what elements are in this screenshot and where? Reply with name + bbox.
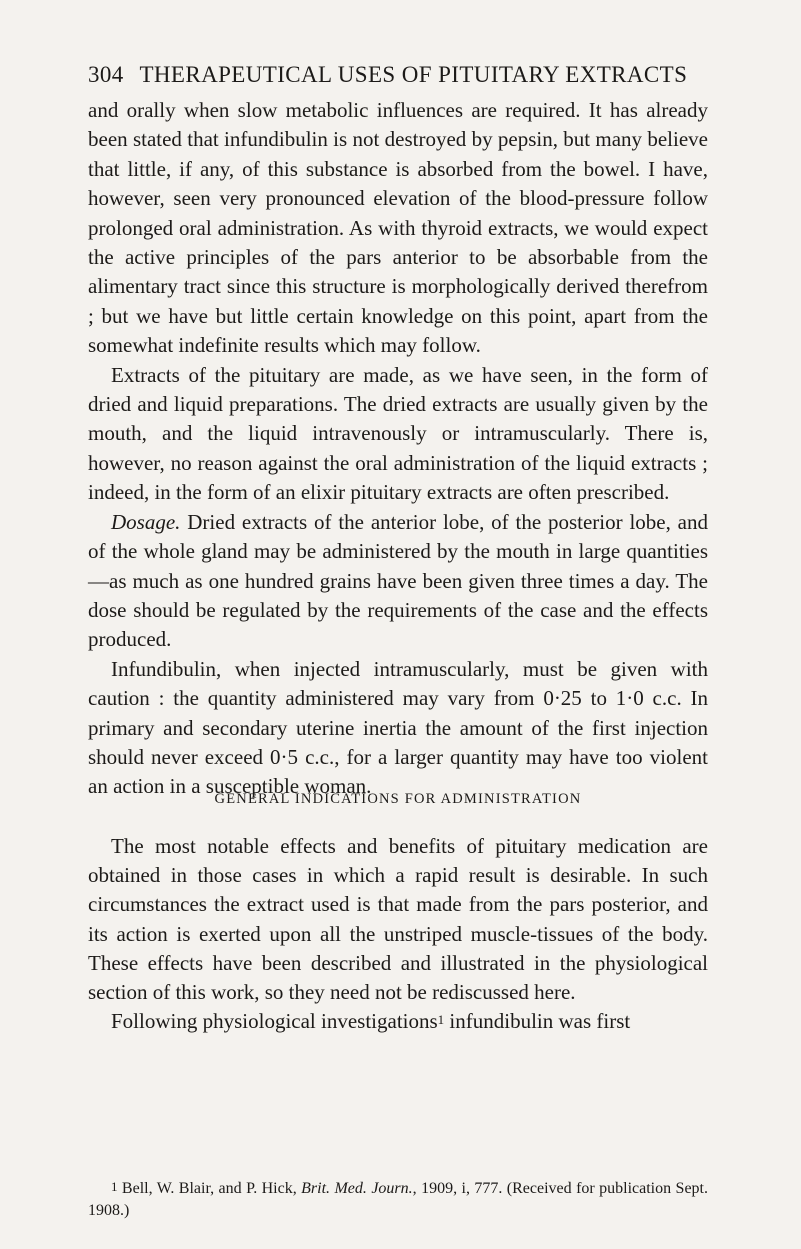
running-header (88, 62, 708, 88)
paragraph: and orally when slow metabolic influences are required. It has already been stated that infundibulin is not destroyed by pepsin, but many believe that little, if any, of this substance is absorbed from the bowel. I have, however, seen very pronounced elevation of the blood-pressure follow prolonged oral administration. As with thyroid extracts, we would expect the active principles of the pars anterior to be absorbable from the alimentary tract since this structure is morphologically derived therefrom ; but we have but little certain knowledge on this point, apart from the somewhat indefinite results which may follow. (88, 98, 708, 358)
footnote-text: Bell, W. Blair, and P. Hick, (117, 1180, 302, 1197)
footnote-text: , 1909, i, 777. (Received for publication Sept. 1908.) (88, 1180, 708, 1219)
paragraph: The most notable effects and benefits of pituitary medication are obtained in those cases in which a rapid result is desirable. In such circumstances the extract used is that made from the pars posterior, and its action is exerted upon all the unstriped muscle-tissues of the body. These effects have been described and illustrated in the physiological section of this work, so they need not be rediscussed here. (88, 834, 708, 1005)
running-title: THERAPEUTICAL USES OF PITUITARY EXTRACTS (139, 62, 688, 87)
footnote-ref: 1 (437, 1012, 445, 1028)
main-text (88, 96, 708, 802)
footnote-marker: 1 (111, 1179, 118, 1194)
section-text (88, 832, 708, 1036)
paragraph-text: infundibulin was first (444, 1009, 631, 1034)
paragraph: Extracts of the pituitary are made, as we have seen, in the form of dried and liquid preparations. The dried extracts are usually given by the mouth, and the liquid intravenously or intramuscularly. There is, however, no reason against the oral administration of the liquid extracts ; indeed, in the form of an elixir pituitary extracts are often prescribed. (88, 362, 708, 505)
section-heading: GENERAL INDICATIONS FOR ADMINISTRATION (214, 791, 582, 807)
dosage-lead: Dosage. (111, 509, 181, 534)
footnote-journal: Brit. Med. Journ. (301, 1180, 413, 1197)
paragraph-text: Following physiological investigations (111, 1009, 438, 1034)
paragraph (88, 508, 708, 655)
page-number: 304 (88, 62, 124, 87)
footnote (88, 1178, 708, 1222)
paragraph (88, 1007, 708, 1036)
dosage-text: Dried extracts of the anterior lobe, of the posterior lobe, and of the whole gland may be administered by the mouth in large quantities—as much as one hundred grains have been given three times a day. The dose should be regulated by the requirements of the case and the effects produced. (88, 509, 708, 652)
paragraph: Infundibulin, when injected intramuscularly, must be given with caution : the quantity administered may vary from 0·25 to 1·0 c.c. In primary and secondary uterine inertia the amount of the first injection should never exceed 0·5 c.c., for a larger quantity may have too violent an action in a susceptible woman. (88, 656, 708, 799)
